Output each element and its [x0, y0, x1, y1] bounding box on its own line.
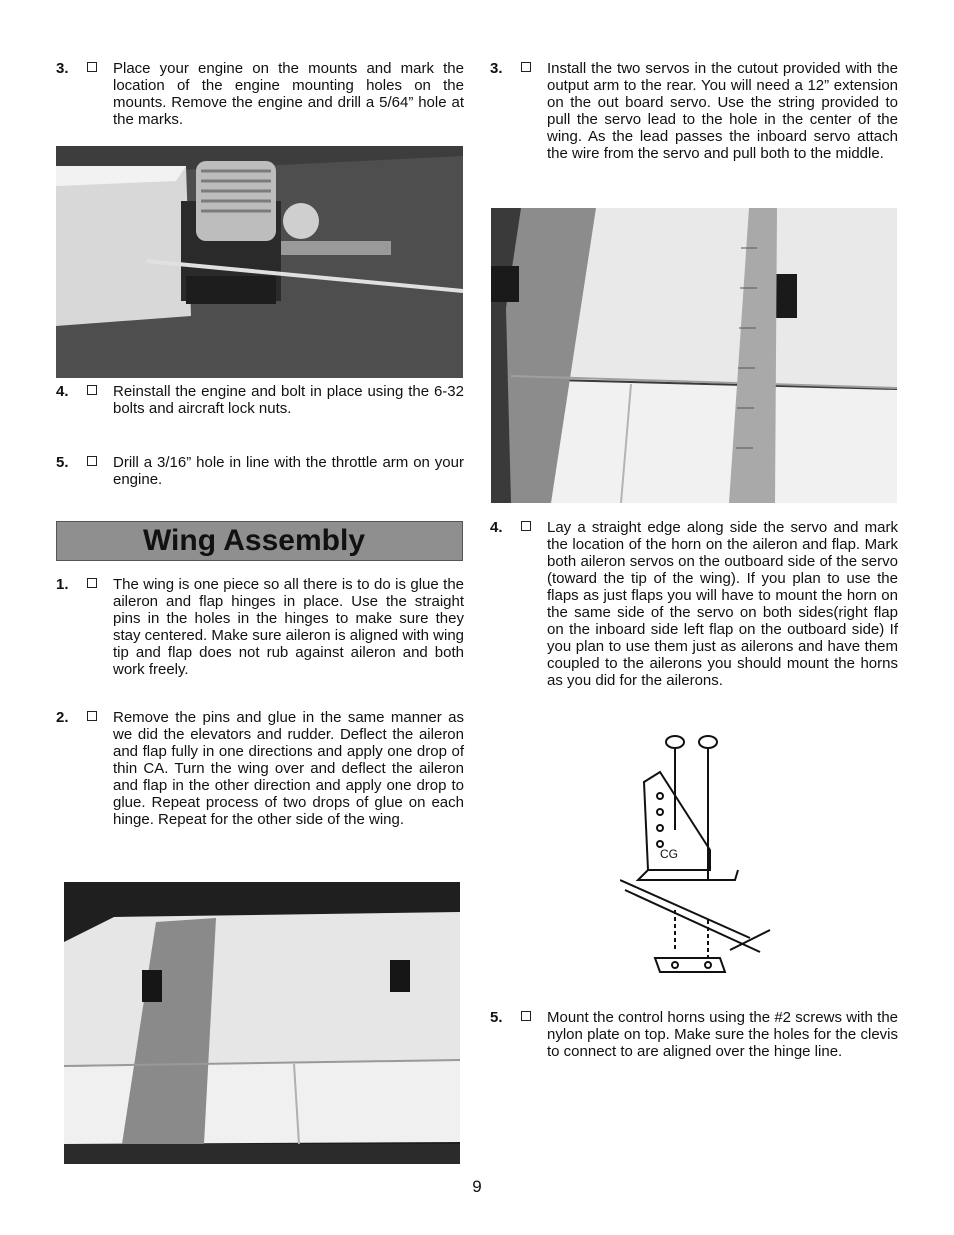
servo-ruler-photo	[491, 208, 897, 503]
horn-label: CG	[660, 847, 678, 861]
checkbox[interactable]	[521, 62, 531, 72]
step-text: The wing is one piece so all there is to do is glue the aileron and flap hinges in place. Use the straight pins in the holes in the hinges to make sure they stay centered. Make sure aileron is aligned with wing tip and flap does not rub against aileron and both work freely.	[113, 576, 465, 678]
wing-step-4	[490, 519, 898, 689]
step-number: 1.	[56, 576, 69, 593]
engine-step-3	[56, 60, 464, 128]
wing-step-2	[56, 709, 464, 828]
step-text: Remove the pins and glue in the same manner as we did the elevators and rudder. Deflect the aileron and flap fully in one directions and apply one drop of thin CA. Turn the wing over and deflect the aileron and flap in the other direction and apply one drop to glue. Repeat process of two drops of glue on each hinge. Repeat for the other side of the wing.	[113, 709, 464, 828]
engine-step-5	[56, 454, 464, 488]
step-text: Mount the control horns using the #2 screws with the nylon plate on top. Make sure the holes for the clevis to connect to are aligned over the hinge line.	[547, 1009, 898, 1060]
page-number: 9	[472, 1177, 482, 1196]
wing-step-1	[56, 576, 464, 678]
step-number: 4.	[490, 519, 503, 536]
step-number: 2.	[56, 709, 69, 726]
wing-hinges-photo	[64, 882, 460, 1164]
checkbox[interactable]	[87, 711, 97, 721]
checkbox[interactable]	[87, 62, 97, 72]
step-number: 3.	[490, 60, 503, 77]
checkbox[interactable]	[87, 578, 97, 588]
wing-assembly-header	[56, 521, 463, 561]
checkbox[interactable]	[521, 521, 531, 531]
step-text: Install the two servos in the cutout provided with the output arm to the rear. You will need a 12” extension on the out board servo. Use the string provided to pull the servo lead to the hole in the center of the wing. As the lead passes the inboard servo attach the wire from the servo and pull both to the middle.	[547, 60, 898, 162]
engine-mount-photo	[56, 146, 463, 378]
wing-step-5	[490, 1009, 898, 1060]
step-number: 4.	[56, 383, 69, 400]
step-text: Drill a 3/16” hole in line with the throttle arm on your engine.	[113, 454, 464, 488]
step-text: Reinstall the engine and bolt in place using the 6-32 bolts and aircraft lock nuts.	[113, 383, 464, 417]
control-horn-drawing	[620, 730, 780, 992]
step-number: 5.	[56, 454, 69, 471]
engine-step-4	[56, 383, 464, 417]
wing-step-3	[490, 60, 898, 162]
step-text: Place your engine on the mounts and mark the location of the engine mounting holes on the mounts. Remove the engine and drill a 5/64” hole at the marks.	[113, 60, 464, 128]
step-number: 5.	[490, 1009, 503, 1026]
step-number: 3.	[56, 60, 69, 77]
checkbox[interactable]	[87, 385, 97, 395]
section-title: Wing Assembly	[143, 524, 365, 557]
checkbox[interactable]	[87, 456, 97, 466]
checkbox[interactable]	[521, 1011, 531, 1021]
step-text: Lay a straight edge along side the servo and mark the location of the horn on the aileron and flap. Mark both aileron servos on the outboard side of the servo (toward the tip of the wing). If you plan to use the flaps as just flaps you will have to mount the horn on the same side of the servo on both sides(right flap on the inboard side left flap on the outboard side) If you plan to use them just as ailerons and have them coupled to the ailerons you should mount the horns as you did for the ailerons.	[547, 519, 898, 689]
